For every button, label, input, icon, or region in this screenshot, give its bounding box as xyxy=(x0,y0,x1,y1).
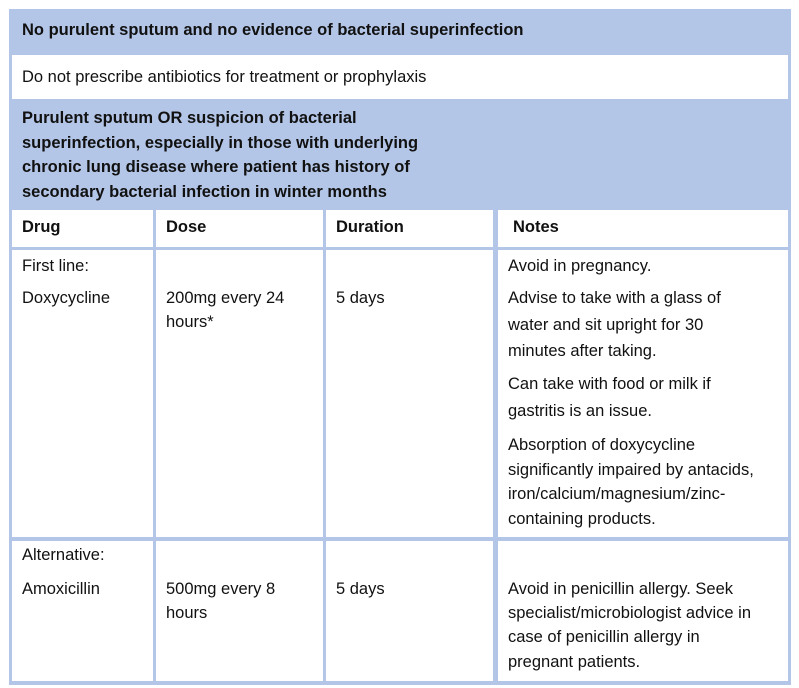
heading-line: chronic lung disease where patient has history of xyxy=(22,158,410,176)
dose-line: 200mg every 24 xyxy=(166,289,285,307)
purulent-sputum-heading xyxy=(12,101,788,206)
notes-cell-doxycycline xyxy=(498,250,788,537)
header-duration: Duration xyxy=(326,210,493,247)
alternative-label: Alternative: xyxy=(22,546,105,564)
heading-line: Purulent sputum OR suspicion of bacterial xyxy=(22,109,357,127)
header-dose: Dose xyxy=(156,210,323,247)
note-line: pregnant patients. xyxy=(508,653,641,671)
no-antibiotics-instruction: Do not prescribe antibiotics for treatment or prophylaxis xyxy=(12,55,788,99)
note-line: Avoid in penicillin allergy. Seek xyxy=(508,580,734,598)
duration-value: 5 days xyxy=(336,580,385,598)
duration-cell-doxycycline xyxy=(326,250,493,537)
heading-line: superinfection, especially in those with underlying xyxy=(22,133,419,152)
header-drug: Drug xyxy=(12,210,153,247)
note-line: Avoid in pregnancy. xyxy=(508,257,652,275)
first-line-label: First line: xyxy=(22,257,89,275)
dose-line: 500mg every 8 xyxy=(166,580,276,598)
note-line: water and sit upright for 30 xyxy=(508,316,704,334)
note-line: Absorption of doxycycline xyxy=(508,436,696,454)
note-line: Can take with food or milk if xyxy=(508,375,711,393)
no-purulent-sputum-heading: No purulent sputum and no evidence of bacterial superinfection xyxy=(22,21,524,39)
notes-cell-amoxicillin xyxy=(498,541,788,681)
heading-line: secondary bacterial infection in winter months xyxy=(22,182,387,201)
note-line: case of penicillin allergy in xyxy=(508,628,700,646)
note-line: containing products. xyxy=(508,510,656,528)
duration-cell-amoxicillin xyxy=(326,541,493,681)
note-line: minutes after taking. xyxy=(508,342,657,360)
duration-value: 5 days xyxy=(336,289,385,307)
note-line: significantly impaired by antacids, xyxy=(508,461,754,479)
dose-line: hours* xyxy=(166,313,214,331)
drug-name-amoxicillin: Amoxicillin xyxy=(22,580,100,598)
note-line: iron/calcium/magnesium/zinc- xyxy=(508,485,726,503)
note-line: Advise to take with a glass of xyxy=(508,289,721,307)
dose-cell-amoxicillin xyxy=(156,541,323,681)
drug-cell-alternative xyxy=(12,541,153,681)
dose-line: hours xyxy=(166,604,208,622)
note-line: gastritis is an issue. xyxy=(508,402,652,420)
drug-cell-first-line xyxy=(12,250,153,537)
note-line: specialist/microbiologist advice in xyxy=(508,604,752,622)
drug-name-doxycycline: Doxycycline xyxy=(22,289,111,307)
dose-cell-doxycycline xyxy=(156,250,323,537)
antibiotic-guidance-table xyxy=(9,9,791,685)
header-notes: Notes xyxy=(498,210,788,247)
